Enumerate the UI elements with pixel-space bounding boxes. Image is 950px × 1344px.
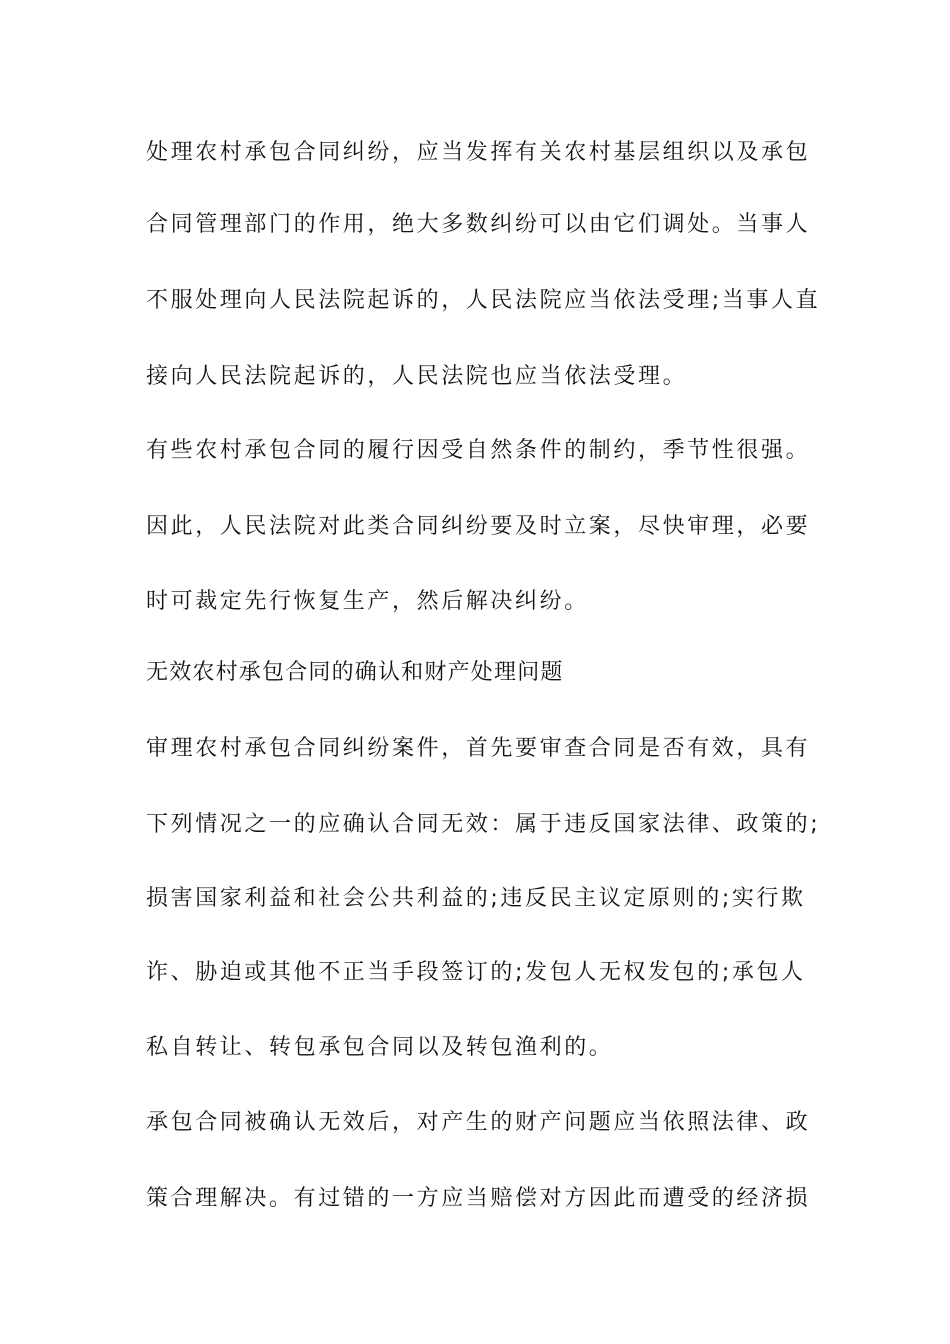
section-heading: 无效农村承包合同的确认和财产处理问题	[146, 660, 564, 685]
paragraph-line: 因此，人民法院对此类合同纠纷要及时立案，尽快审理，必要	[146, 514, 811, 539]
paragraph-line: 损害国家利益和社会公共利益的;违反民主议定原则的;实行欺	[146, 886, 806, 911]
paragraph-line: 审理农村承包合同纠纷案件，首先要审查合同是否有效，具有	[146, 736, 811, 761]
paragraph-line: 接向人民法院起诉的，人民法院也应当依法受理。	[146, 364, 688, 389]
paragraph-line: 诈、胁迫或其他不正当手段签订的;发包人无权发包的;承包人	[146, 960, 806, 985]
paragraph-line: 有些农村承包合同的履行因受自然条件的制约，季节性很强。	[146, 438, 811, 463]
paragraph-line: 私自转让、转包承包合同以及转包渔利的。	[146, 1035, 614, 1060]
paragraph-line: 承包合同被确认无效后，对产生的财产问题应当依照法律、政	[146, 1110, 811, 1135]
paragraph-line: 处理农村承包合同纠纷，应当发挥有关农村基层组织以及承包	[146, 140, 811, 165]
paragraph-line: 合同管理部门的作用，绝大多数纠纷可以由它们调处。当事人	[146, 212, 811, 237]
paragraph-line: 策合理解决。有过错的一方应当赔偿对方因此而遭受的经济损	[146, 1186, 811, 1211]
paragraph-line: 下列情况之一的应确认合同无效：属于违反国家法律、政策的;	[146, 812, 821, 837]
paragraph-line: 时可裁定先行恢复生产，然后解决纠纷。	[146, 589, 589, 614]
paragraph-line: 不服处理向人民法院起诉的，人民法院应当依法受理;当事人直	[146, 288, 821, 313]
